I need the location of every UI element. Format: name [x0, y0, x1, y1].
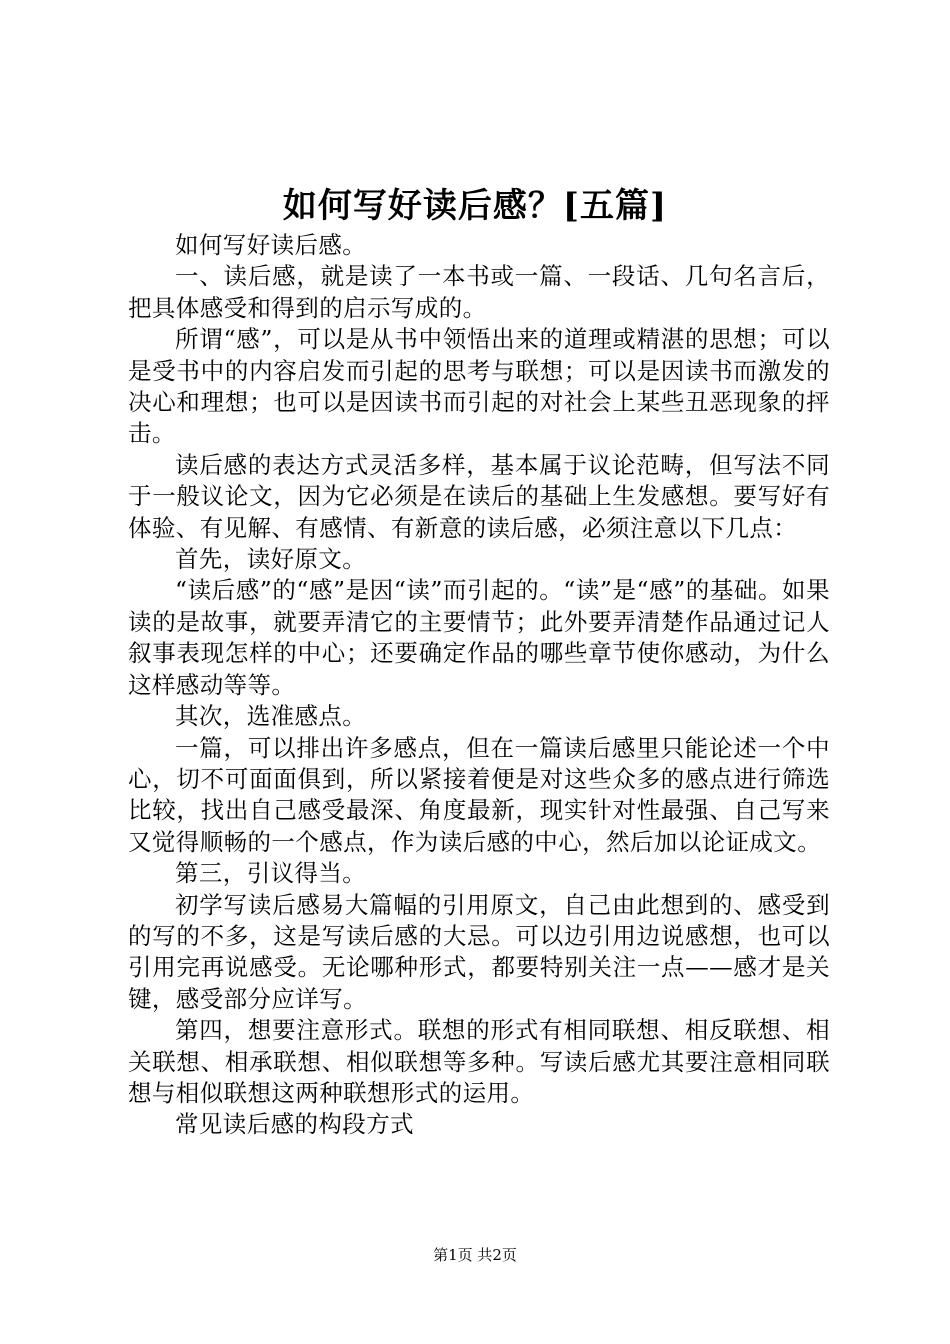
paragraph: 常见读后感的构段方式 [175, 1110, 414, 1139]
document-body [128, 230, 830, 1141]
paragraph: 其次，选准感点。 [175, 702, 367, 731]
paragraph: 如何写好读后感。 [175, 231, 367, 259]
paragraph: 所谓“感”，可以是从书中领悟出来的道理或精湛的思想；可以是受书中的内容启发而引起的思考与联想；可以是因读书而激发的决心和理想；也可以是因读书而引起的对社会上某些丑恶现象的抨击。 [128, 325, 830, 448]
paragraph: 第四，想要注意形式。联想的形式有相同联想、相反联想、相关联想、相承联想、相似联想等多种。写读后感尤其要注意相同联想与相似联想这两种联想形式的运用。 [128, 1016, 830, 1107]
paragraph: 一篇，可以排出许多感点，但在一篇读后感里只能论述一个中心，切不可面面俱到，所以紧接着便是对这些众多的感点进行筛选比较，找出自己感受最深、角度最新，现实针对性最强、自己写来又觉得顺畅的一个感点，作为读后感的中心，然后加以论证成文。 [128, 733, 830, 856]
document-title: 如何写好读后感？[五篇] [282, 186, 668, 226]
paragraph: 读后感的表达方式灵活多样，基本属于议论范畴，但写法不同于一般议论文，因为它必须是在读后的基础上生发感想。要写好有体验、有见解、有感情、有新意的读后感，必须注意以下几点： [128, 450, 830, 542]
paragraph: 初学写读后感易大篇幅的引用原文，自己由此想到的、感受到的写的不多，这是写读后感的大忌。可以边引用边说感想，也可以引用完再说感受。无论哪种形式，都要特别关注一点——感才是关键，感受部分应详写。 [128, 890, 830, 1013]
paragraph: 首先，读好原文。 [175, 545, 367, 574]
paragraph: 第三，引议得当。 [175, 859, 367, 888]
page-footer: 第1页 共2页 [433, 1246, 517, 1264]
paragraph: 一、读后感，就是读了一本书或一篇、一段话、几句名言后，把具体感受和得到的启示写成的。 [128, 262, 830, 322]
paragraph: “读后感”的“感”是因“读”而引起的。“读”是“感”的基础。如果读的是故事，就要弄清它的主要情节；此外要弄清楚作品通过记人叙事表现怎样的中心；还要确定作品的哪些章节使你感动，为什么这样感动等等。 [128, 576, 830, 699]
